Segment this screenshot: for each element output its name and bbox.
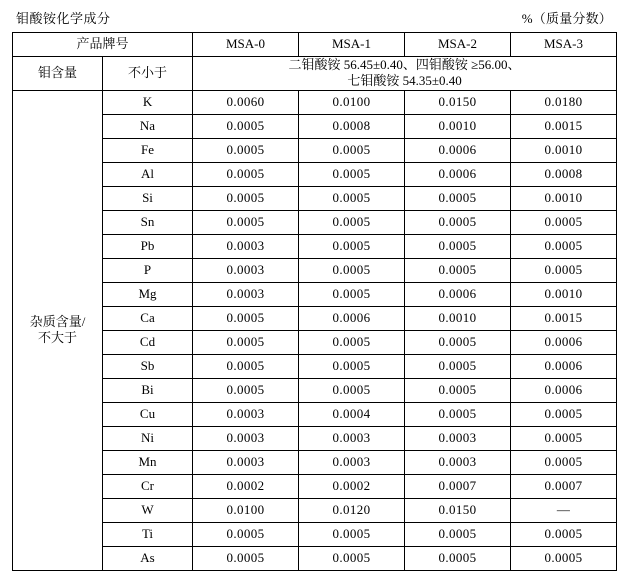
element-value: 0.0003 [193,282,299,306]
element-value: 0.0010 [511,138,617,162]
element-value: 0.0150 [405,498,511,522]
element-value: 0.0007 [405,474,511,498]
table-row [13,330,617,354]
element-name: Cd [103,330,193,354]
element-value: — [511,498,617,522]
table-title: 钼酸铵化学成分 [16,11,111,26]
impurity-label-line2: 不大于 [37,330,77,345]
element-value: 0.0005 [299,258,405,282]
element-value: 0.0005 [299,378,405,402]
element-value: 0.0005 [193,522,299,546]
element-value: 0.0005 [511,522,617,546]
element-value: 0.0120 [299,498,405,522]
element-value: 0.0005 [193,546,299,570]
element-value: 0.0005 [405,354,511,378]
element-name: Al [103,162,193,186]
mo-content-value-line2: 七钼酸铵 54.35±0.40 [347,73,462,89]
element-value: 0.0180 [511,90,617,114]
element-value: 0.0005 [193,114,299,138]
element-name: As [103,546,193,570]
element-name: P [103,258,193,282]
table-row [13,234,617,258]
element-value: 0.0005 [511,258,617,282]
element-value: 0.0005 [193,330,299,354]
element-name: Cr [103,474,193,498]
element-value: 0.0003 [299,450,405,474]
element-value: 0.0005 [511,402,617,426]
table-row [13,138,617,162]
table-row [13,354,617,378]
table-row [13,210,617,234]
element-value: 0.0005 [511,234,617,258]
element-value: 0.0005 [405,330,511,354]
element-value: 0.0005 [299,210,405,234]
element-value: 0.0015 [511,114,617,138]
mo-content-label: 钼含量 [13,57,103,91]
element-value: 0.0150 [405,90,511,114]
table-row [13,90,617,114]
element-value: 0.0005 [193,186,299,210]
element-name: Si [103,186,193,210]
table-row [13,522,617,546]
table-row [13,162,617,186]
element-value: 0.0005 [405,546,511,570]
element-value: 0.0003 [193,234,299,258]
header-grade-msa-1: MSA-1 [299,33,405,57]
table-row [13,282,617,306]
element-value: 0.0005 [193,138,299,162]
element-value: 0.0007 [511,474,617,498]
element-value: 0.0005 [193,378,299,402]
element-value: 0.0005 [405,378,511,402]
element-value: 0.0005 [405,186,511,210]
table-body [13,33,617,571]
element-value: 0.0005 [299,522,405,546]
element-value: 0.0006 [511,378,617,402]
mo-content-row [13,57,617,91]
element-value: 0.0008 [299,114,405,138]
element-value: 0.0005 [299,282,405,306]
table-unit-note: %（质量分数） [521,11,612,26]
element-value: 0.0005 [511,546,617,570]
table-row [13,402,617,426]
element-name: K [103,90,193,114]
element-name: Sb [103,354,193,378]
element-value: 0.0003 [193,450,299,474]
element-value: 0.0010 [511,282,617,306]
element-value: 0.0005 [405,234,511,258]
element-value: 0.0003 [405,450,511,474]
element-value: 0.0005 [299,354,405,378]
chemical-composition-table [12,32,617,571]
element-value: 0.0100 [193,498,299,522]
element-value: 0.0005 [405,402,511,426]
element-value: 0.0100 [299,90,405,114]
element-name: Fe [103,138,193,162]
table-row [13,498,617,522]
element-value: 0.0005 [299,234,405,258]
mo-content-value-line1: 二钼酸铵 56.45±0.40、四钼酸铵 ≥56.00、 [288,57,521,72]
element-value: 0.0005 [405,258,511,282]
element-value: 0.0060 [193,90,299,114]
element-value: 0.0006 [511,354,617,378]
element-name: Pb [103,234,193,258]
element-value: 0.0005 [511,450,617,474]
element-value: 0.0006 [405,282,511,306]
element-value: 0.0005 [299,186,405,210]
element-value: 0.0005 [193,306,299,330]
element-name: Mg [103,282,193,306]
element-name: Cu [103,402,193,426]
table-row [13,546,617,570]
element-value: 0.0003 [193,426,299,450]
element-name: Mn [103,450,193,474]
table-row [13,258,617,282]
element-value: 0.0006 [405,162,511,186]
table-row [13,450,617,474]
element-value: 0.0005 [193,162,299,186]
element-name: Sn [103,210,193,234]
table-header-row [13,33,617,57]
element-value: 0.0006 [299,306,405,330]
table-row [13,474,617,498]
table-caption [12,8,616,32]
element-value: 0.0005 [511,210,617,234]
mo-content-condition: 不小于 [103,57,193,91]
element-name: Na [103,114,193,138]
element-value: 0.0006 [511,330,617,354]
table-row [13,306,617,330]
header-grade-msa-3: MSA-3 [511,33,617,57]
element-value: 0.0010 [405,306,511,330]
header-grade-msa-0: MSA-0 [193,33,299,57]
impurity-content-label [13,90,103,570]
element-name: W [103,498,193,522]
element-value: 0.0005 [193,210,299,234]
element-value: 0.0008 [511,162,617,186]
element-value: 0.0005 [511,426,617,450]
element-value: 0.0005 [299,546,405,570]
element-name: Ti [103,522,193,546]
header-product-grade: 产品牌号 [13,33,193,57]
element-value: 0.0003 [193,258,299,282]
element-value: 0.0002 [193,474,299,498]
element-value: 0.0005 [405,522,511,546]
element-value: 0.0005 [405,210,511,234]
element-value: 0.0005 [299,162,405,186]
element-value: 0.0002 [299,474,405,498]
element-value: 0.0005 [193,354,299,378]
element-value: 0.0006 [405,138,511,162]
element-value: 0.0004 [299,402,405,426]
element-value: 0.0005 [299,330,405,354]
element-value: 0.0010 [511,186,617,210]
table-row [13,114,617,138]
impurity-label-line1: 杂质含量/ [29,313,86,329]
element-value: 0.0003 [299,426,405,450]
element-value: 0.0003 [193,402,299,426]
element-name: Ca [103,306,193,330]
table-row [13,378,617,402]
element-value: 0.0003 [405,426,511,450]
element-name: Bi [103,378,193,402]
table-row [13,186,617,210]
table-row [13,426,617,450]
header-grade-msa-2: MSA-2 [405,33,511,57]
element-name: Ni [103,426,193,450]
element-value: 0.0010 [405,114,511,138]
element-value: 0.0015 [511,306,617,330]
element-value: 0.0005 [299,138,405,162]
mo-content-value [193,57,617,91]
